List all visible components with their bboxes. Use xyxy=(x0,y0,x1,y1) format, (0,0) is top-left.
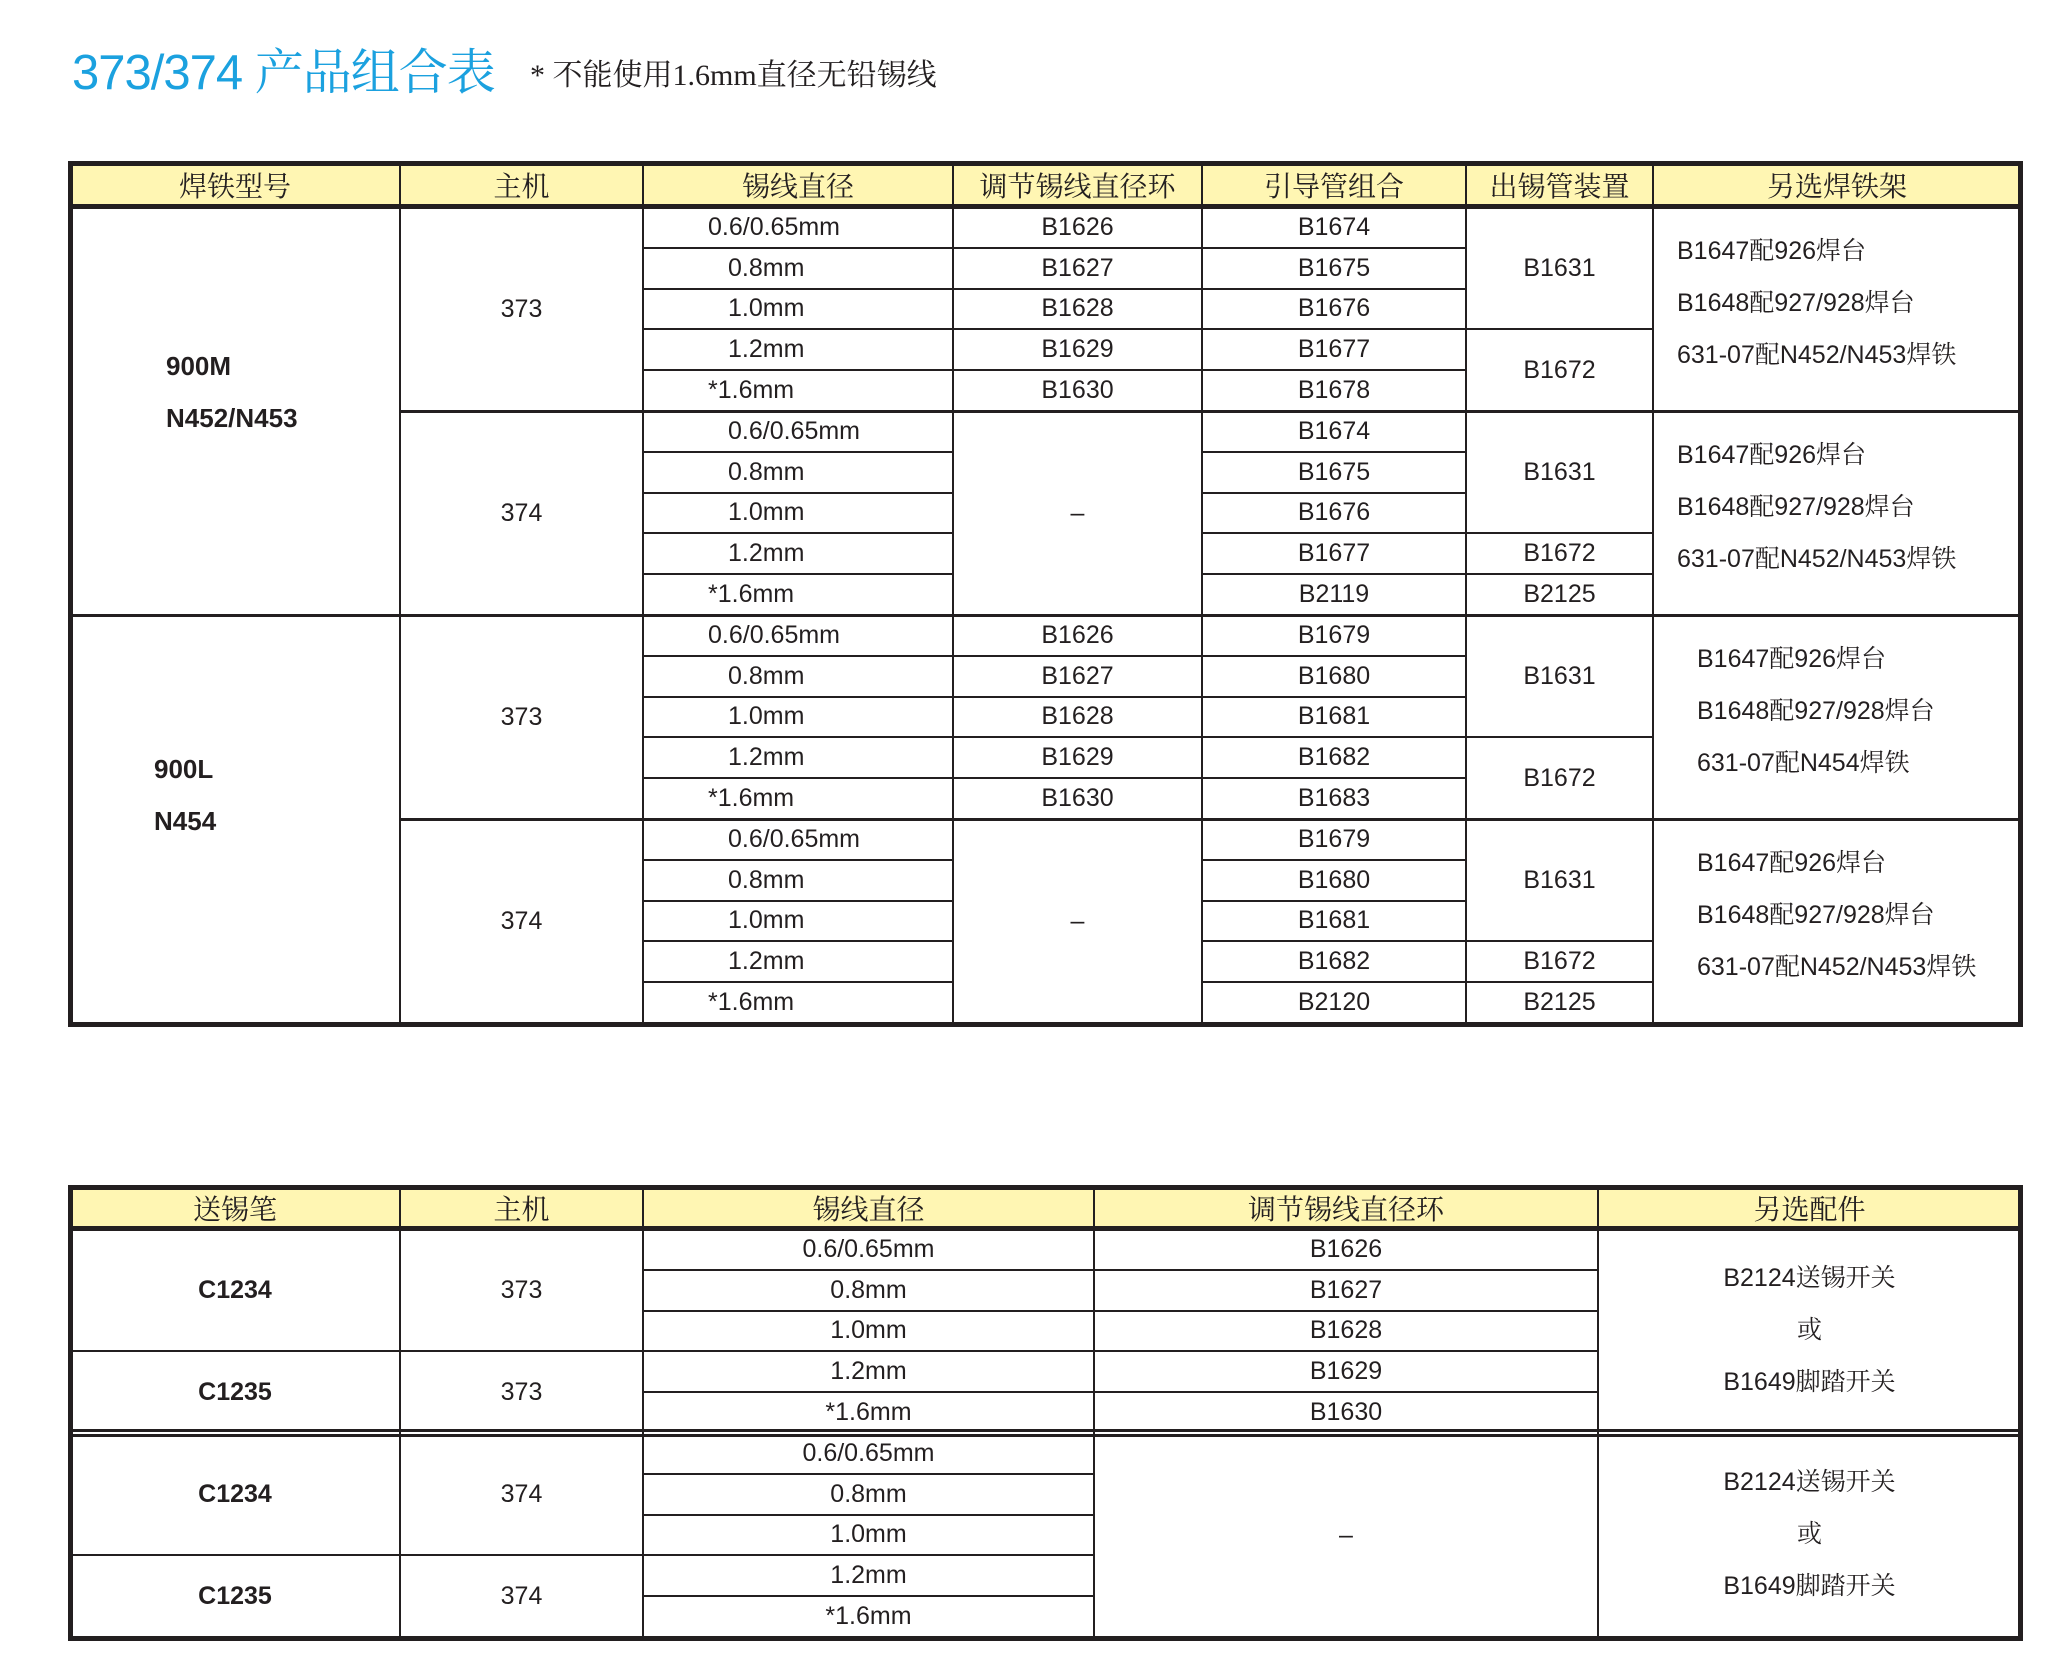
guide-tube: B1680 xyxy=(1297,661,1371,690)
row-divider xyxy=(643,981,953,983)
column-header: 焊铁型号 xyxy=(70,163,400,207)
host-unit: 374 xyxy=(500,1479,543,1508)
wire-diameter: *1.6mm xyxy=(708,376,795,405)
row-divider xyxy=(643,1350,1598,1352)
row-divider xyxy=(643,451,953,453)
guide-tube: B1676 xyxy=(1297,294,1371,323)
row-divider xyxy=(1466,940,1653,942)
column-divider xyxy=(1597,1187,1599,1639)
adjust-ring: B1627 xyxy=(1041,253,1114,282)
wire-diameter: 1.2mm xyxy=(728,335,805,364)
guide-tube: B1677 xyxy=(1297,335,1371,364)
feed-pen-model: C1234 xyxy=(198,1275,272,1304)
optional-stand-list xyxy=(1697,633,1935,789)
wire-diameter: 0.6/0.65mm xyxy=(728,824,861,853)
optional-stand-item: B1648配927/928焊台 xyxy=(1697,697,1935,725)
row-divider xyxy=(70,1350,643,1352)
row-divider xyxy=(643,900,953,902)
optional-accessory-list xyxy=(1598,1252,2021,1408)
adjust-ring-none: – xyxy=(1339,1520,1353,1549)
wire-diameter: 1.0mm xyxy=(830,1316,907,1345)
adjust-ring: B1630 xyxy=(1309,1398,1383,1427)
optional-stand-item: B1648配927/928焊台 xyxy=(1677,493,1915,521)
guide-tube: B1681 xyxy=(1297,702,1371,731)
row-divider xyxy=(643,859,953,861)
column-divider xyxy=(399,163,401,1025)
row-divider xyxy=(643,1391,1598,1393)
wire-diameter: 1.2mm xyxy=(830,1357,907,1386)
column-divider xyxy=(642,163,644,1025)
adjust-ring: B1629 xyxy=(1309,1357,1383,1386)
column-divider xyxy=(1652,163,1654,1025)
guide-tube: B1674 xyxy=(1297,416,1371,445)
feed-pen-model: C1235 xyxy=(198,1581,272,1610)
host-unit: 373 xyxy=(500,1377,543,1406)
outlet-device: B2125 xyxy=(1523,580,1596,609)
wire-diameter: 1.0mm xyxy=(728,498,805,527)
wire-diameter: 0.6/0.65mm xyxy=(708,620,841,649)
wire-diameter: *1.6mm xyxy=(825,1602,912,1631)
row-divider xyxy=(643,736,1466,738)
adjust-ring-none: – xyxy=(1070,498,1085,527)
row-divider xyxy=(1202,859,1466,861)
wire-diameter: 1.2mm xyxy=(728,539,805,568)
optional-stand-item: 631-07配N452/N453焊铁 xyxy=(1697,953,1977,981)
row-divider xyxy=(1202,532,1466,534)
adjust-ring: B1626 xyxy=(1041,620,1114,649)
guide-tube: B1683 xyxy=(1297,784,1371,813)
column-header: 送锡笔 xyxy=(70,1187,400,1229)
wire-diameter: 0.6/0.65mm xyxy=(802,1438,935,1467)
feed-pen-model: C1234 xyxy=(198,1479,272,1508)
host-unit: 374 xyxy=(500,1581,543,1610)
host-unit: 374 xyxy=(500,906,543,935)
iron-model-line: N452/N453 xyxy=(166,403,298,433)
wire-diameter: 0.6/0.65mm xyxy=(802,1234,935,1263)
wire-diameter: 0.8mm xyxy=(830,1275,907,1304)
guide-tube: B1681 xyxy=(1297,906,1371,935)
wire-diameter: 0.8mm xyxy=(830,1479,907,1508)
wire-diameter: 1.2mm xyxy=(830,1561,907,1590)
adjust-ring-none: – xyxy=(1070,906,1085,935)
optional-accessory-item: B1649脚踏开关 xyxy=(1723,1368,1896,1396)
row-divider xyxy=(1466,573,1653,575)
iron-model xyxy=(154,743,216,847)
wire-diameter: 1.0mm xyxy=(728,906,805,935)
adjust-ring: B1630 xyxy=(1041,376,1114,405)
row-divider xyxy=(643,369,1466,371)
row-divider xyxy=(1202,573,1466,575)
adjust-ring: B1627 xyxy=(1041,661,1114,690)
adjust-ring: B1626 xyxy=(1041,212,1114,241)
row-divider xyxy=(1466,328,1653,330)
guide-tube: B1682 xyxy=(1297,743,1371,772)
wire-diameter: 0.6/0.65mm xyxy=(708,212,841,241)
outlet-device: B1672 xyxy=(1523,539,1596,568)
column-header: 调节锡线直径环 xyxy=(1094,1187,1598,1229)
outlet-device: B1672 xyxy=(1523,947,1596,976)
adjust-ring: B1630 xyxy=(1041,784,1114,813)
guide-tube: B1679 xyxy=(1297,824,1371,853)
row-divider xyxy=(643,1595,1094,1597)
adjust-ring: B1627 xyxy=(1309,1275,1383,1304)
host-unit: 373 xyxy=(500,1275,543,1304)
row-divider xyxy=(643,655,1466,657)
optional-stand-item: 631-07配N454焊铁 xyxy=(1697,749,1910,777)
optional-accessory-item: B2124送锡开关 xyxy=(1723,1264,1896,1292)
column-divider xyxy=(399,1187,401,1639)
host-unit: 374 xyxy=(500,498,543,527)
guide-tube: B2120 xyxy=(1297,988,1371,1017)
column-header: 主机 xyxy=(400,163,643,207)
column-divider xyxy=(1093,1187,1095,1639)
column-divider xyxy=(1465,163,1467,1025)
row-divider xyxy=(643,1310,1598,1312)
wire-diameter: 1.0mm xyxy=(728,702,805,731)
wire-diameter: 0.8mm xyxy=(728,865,805,894)
wire-diameter: 0.8mm xyxy=(728,661,805,690)
page-title: 373/374 产品组合表 xyxy=(72,46,495,100)
row-divider xyxy=(1466,532,1653,534)
outlet-device: B1631 xyxy=(1523,253,1596,282)
column-header: 主机 xyxy=(400,1187,643,1229)
iron-model-line: 900L xyxy=(154,754,214,784)
wire-diameter: *1.6mm xyxy=(708,784,795,813)
adjust-ring: B1628 xyxy=(1041,702,1114,731)
column-divider xyxy=(1201,163,1203,1025)
wire-diameter: 0.8mm xyxy=(728,457,805,486)
optional-stand-item: 631-07配N452/N453焊铁 xyxy=(1677,341,1957,369)
row-divider xyxy=(643,1473,1094,1475)
optional-stand-item: B1647配926焊台 xyxy=(1697,849,1887,877)
optional-stand-item: B1647配926焊台 xyxy=(1677,441,1867,469)
row-divider xyxy=(643,492,953,494)
optional-stand-list xyxy=(1677,429,1956,585)
optional-stand-list xyxy=(1697,837,1976,993)
row-divider xyxy=(643,940,953,942)
row-divider xyxy=(1466,981,1653,983)
row-divider xyxy=(70,1554,643,1556)
column-divider xyxy=(952,163,954,1025)
adjust-ring: B1626 xyxy=(1309,1234,1383,1263)
row-divider xyxy=(1202,900,1466,902)
feed-pen-model: C1235 xyxy=(198,1377,272,1406)
outlet-device: B2125 xyxy=(1523,988,1596,1017)
wire-diameter: 1.0mm xyxy=(830,1520,907,1549)
guide-tube: B1675 xyxy=(1297,457,1371,486)
column-header: 另选配件 xyxy=(1598,1187,2021,1229)
column-divider xyxy=(642,1187,644,1639)
guide-tube: B1675 xyxy=(1297,253,1371,282)
optional-stand-item: B1648配927/928焊台 xyxy=(1677,289,1915,317)
guide-tube: B1679 xyxy=(1297,620,1371,649)
wire-diameter: 0.6/0.65mm xyxy=(728,416,861,445)
row-divider xyxy=(1202,940,1466,942)
optional-stand-item: B1648配927/928焊台 xyxy=(1697,901,1935,929)
column-header: 另选焊铁架 xyxy=(1653,163,2021,207)
guide-tube: B1680 xyxy=(1297,865,1371,894)
column-header: 锡线直径 xyxy=(643,163,953,207)
host-unit: 373 xyxy=(500,702,543,731)
optional-accessory-item: B2124送锡开关 xyxy=(1723,1468,1896,1496)
optional-stand-item: B1647配926焊台 xyxy=(1697,645,1887,673)
row-divider xyxy=(643,696,1466,698)
outlet-device: B1631 xyxy=(1523,865,1596,894)
optional-accessory-item: 或 xyxy=(1796,1520,1822,1548)
optional-stand-list xyxy=(1677,225,1956,381)
row-divider xyxy=(1202,492,1466,494)
wire-diameter: 1.0mm xyxy=(728,294,805,323)
adjust-ring: B1629 xyxy=(1041,335,1114,364)
guide-tube: B1677 xyxy=(1297,539,1371,568)
iron-model xyxy=(166,340,298,444)
row-divider xyxy=(1202,981,1466,983)
guide-tube: B1676 xyxy=(1297,498,1371,527)
row-divider xyxy=(643,1514,1094,1516)
adjust-ring: B1628 xyxy=(1309,1316,1383,1345)
row-divider xyxy=(643,777,1466,779)
row-divider xyxy=(643,288,1466,290)
row-divider xyxy=(1466,736,1653,738)
wire-diameter: 1.2mm xyxy=(728,743,805,772)
column-header: 出锡管装置 xyxy=(1466,163,1653,207)
optional-stand-item: 631-07配N452/N453焊铁 xyxy=(1677,545,1957,573)
guide-tube: B1678 xyxy=(1297,376,1371,405)
host-unit: 373 xyxy=(500,294,543,323)
outlet-device: B1631 xyxy=(1523,661,1596,690)
iron-model-line: N454 xyxy=(154,806,217,836)
adjust-ring: B1628 xyxy=(1041,294,1114,323)
column-header: 调节锡线直径环 xyxy=(953,163,1202,207)
optional-accessory-list xyxy=(1598,1456,2021,1612)
wire-diameter: *1.6mm xyxy=(708,988,795,1017)
optional-stand-item: B1647配926焊台 xyxy=(1677,237,1867,265)
row-divider xyxy=(643,573,953,575)
optional-accessory-item: B1649脚踏开关 xyxy=(1723,1572,1896,1600)
row-divider xyxy=(643,1269,1598,1271)
guide-tube: B1674 xyxy=(1297,212,1371,241)
adjust-ring: B1629 xyxy=(1041,743,1114,772)
guide-tube: B1682 xyxy=(1297,947,1371,976)
row-divider xyxy=(643,532,953,534)
outlet-device: B1672 xyxy=(1523,763,1596,792)
row-divider xyxy=(643,247,1466,249)
title-footnote: * 不能使用1.6mm直径无铅锡线 xyxy=(530,59,937,92)
iron-model-line: 900M xyxy=(166,351,232,381)
row-divider xyxy=(1202,451,1466,453)
row-divider xyxy=(643,1554,1094,1556)
wire-diameter: *1.6mm xyxy=(708,580,795,609)
wire-diameter: *1.6mm xyxy=(825,1398,912,1427)
column-header: 锡线直径 xyxy=(643,1187,1094,1229)
outlet-device: B1672 xyxy=(1523,355,1596,384)
optional-accessory-item: 或 xyxy=(1796,1316,1822,1344)
row-divider xyxy=(643,328,1466,330)
outlet-device: B1631 xyxy=(1523,457,1596,486)
guide-tube: B2119 xyxy=(1298,580,1370,609)
column-header: 引导管组合 xyxy=(1202,163,1466,207)
wire-diameter: 0.8mm xyxy=(728,253,805,282)
wire-diameter: 1.2mm xyxy=(728,947,805,976)
